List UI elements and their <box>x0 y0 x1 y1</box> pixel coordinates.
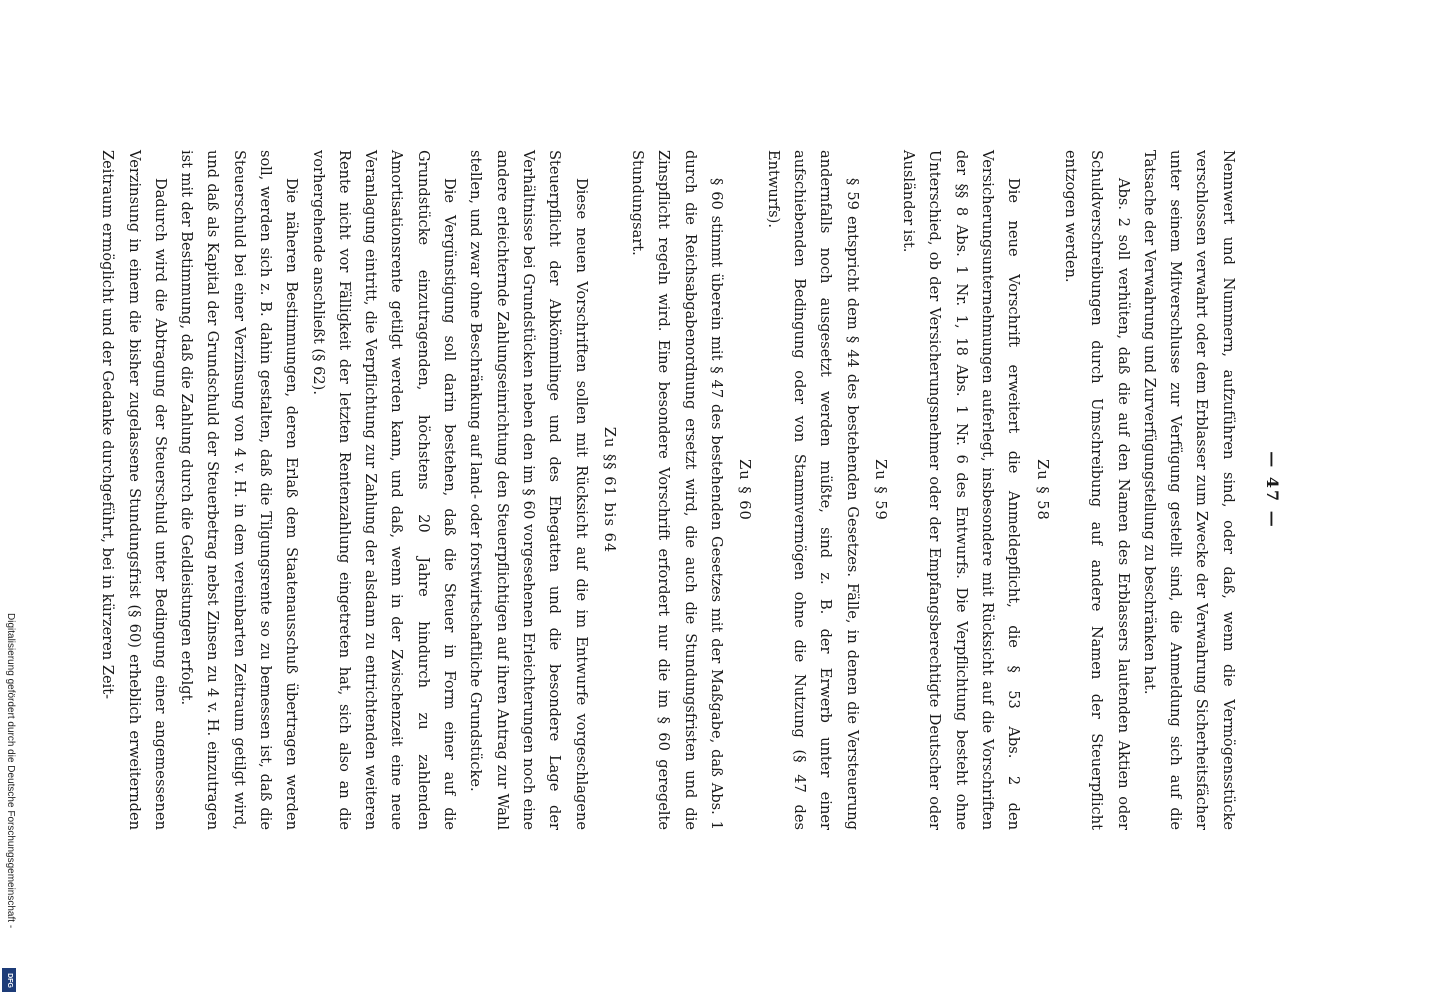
paragraph: Diese neuen Vorschriften sollen mit Rücksicht auf die im Entwurfe vorgeschlagene Steuerpflicht der Abkömmlinge und des Ehegatten und die besondere Lage der Verhältnisse bei Grundstücken neben den im § 60 vorgesehenen Erleichterungen noch eine andere erleichternde Zahlungseinrichtung den Steuerpflichtigen auf ihren Antrag zur Wahl stellen, und zwar ohne Beschränkung auf land- oder forstwirtschaftliche Grundstücke. <box>467 150 590 830</box>
section-heading: Zu § 58 <box>1033 459 1051 521</box>
text-block <box>99 150 1310 830</box>
paragraph: Die näheren Bestimmungen, deren Erlaß dem Staatenausschuß übertragen werden soll, werden sich z. B. dahin gestalten, daß die Tilgungsrente so zu bemessen ist, daß die Steuerschuld bei einer Verzinsung von 4 v. H. in dem vereinbarten Zeitraum getilgt wird, und daß als Kapital der Grundschuld der Steuerbetrag nebst Zinsen zu 4 v. H. einzutragen ist mit der Bestimmung, daß die Zahlung durch die Geldleistungen erfolgt. <box>178 150 301 830</box>
rotated-text-content <box>99 150 1285 830</box>
section-heading: Zu §§ 61 bis 64 <box>600 426 618 554</box>
section-heading: Zu § 60 <box>736 459 754 521</box>
page-number: — 47 — <box>1263 451 1282 529</box>
paragraph: § 59 entspricht dem § 44 des bestehenden Gesetzes. Fälle, in denen die Versteuerung andernfalls noch ausgesetzt werden müßte, sind z. B. der Erwerb unter einer aufschiebenden Bedingung oder von Stammvermögen ohne die Nutzung (§ 47 des Entwurfs). <box>764 150 861 830</box>
dfg-logo-text: DFG <box>5 972 13 988</box>
paragraph: Dadurch wird die Abtragung der Steuerschuld unter Bedingung einer angemessenen Verzinsung in einem die bisher zugelassene Stundungsfrist (§ 60) erheblich erweiternden Zeitraum ermöglicht und der Gedanke durchgeführt, bei in kürzeren Zeit- <box>99 150 169 830</box>
digitization-credit <box>0 605 18 995</box>
section-heading: Zu § 59 <box>871 459 889 521</box>
paragraph: Die Vergünstigung soll darin bestehen, daß die Steuer in Form einer auf die Grundstücke einzutragenden, höchstens 20 Jahre hindurch zu zahlenden Amortisationsrente getilgt werden kann, und daß, wenn in der Zwischenzeit eine neue Veranlagung eintritt, die Verpflichtung zur Zahlung der alsdann zu entrichtenden weiteren Rente nicht vor Fälligkeit der letzten Rentenzahlung eingetreten hat, sich also an die vorhergehende anschließt (§ 62). <box>309 150 459 830</box>
paragraph: Abs. 2 soll verhüten, daß die auf den Namen des Erblassers lautenden Aktien oder Schuldverschreibungen durch Umschreibung auf andere Namen der Steuerpflicht entzogen werden. <box>1061 150 1132 830</box>
paragraph: § 60 stimmt überein mit § 47 des bestehenden Gesetzes mit der Maßgabe, daß Abs. 1 durch die Reichsabgabenordnung ersetzt wird, die auch die Stundungsfristen und die Zinspflicht regeln wird. Eine besondere Vorschrift erfordert nur die im § 60 geregelte Stundungsart. <box>629 150 726 830</box>
dfg-logo <box>2 968 16 992</box>
credit-text: Digitalisierung gefördert durch die Deutsche Forschungsgemeinschaft - <box>5 613 16 929</box>
paragraph: Die neue Vorschrift erweitert die Anmeldepflicht, die § 53 Abs. 2 den Versicherungsunternehmungen auferlegt, insbesondere mit Rücksicht auf die Vorschriften der §§ 8 Abs. 1 Nr. 1, 18 Abs. 1 Nr. 6 des Entwurfs. Die Verpflichtung besteht ohne Unterschied, ob der Versicherungsnehmer oder der Empfangsberechtigte Deutscher oder Ausländer ist. <box>900 150 1023 830</box>
paragraph: Nennwert und Nummern, aufzuführen sind, oder daß, wenn die Vermögensstücke verschlossen verwahrt oder dem Erblasser zum Zwecke der Verwahrung Sicherheitsfächer unter seinem Mitverschlusse zur Verfügung gestellt sind, die Anmeldung sich auf die Tatsache der Verwahrung und Zurverfügungstellung zu beschränken hat. <box>1140 150 1237 830</box>
